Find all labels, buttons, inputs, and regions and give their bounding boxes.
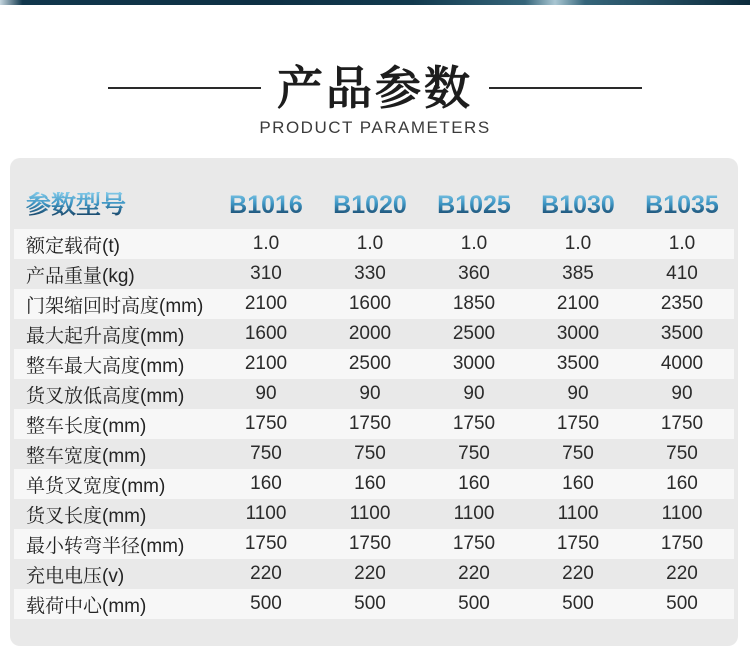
table-row [14,439,734,469]
row-value: 90 [255,383,277,404]
row-value: 750 [250,443,282,464]
row-value: 310 [250,263,282,284]
row-value: 360 [458,263,490,284]
table-header-row [14,158,734,229]
row-value: 500 [354,593,386,614]
row-value: 2500 [348,353,392,374]
row-value: 385 [562,263,594,284]
row-value: 1600 [244,323,288,344]
row-label: 整车长度(mm) [26,415,147,437]
row-label: 最小转弯半径(mm) [26,535,185,557]
table-row [14,229,734,259]
row-value: 1.0 [564,233,592,254]
row-value: 1750 [452,413,496,434]
row-value: 1750 [660,413,704,434]
table-row [14,349,734,379]
row-value: 90 [567,383,589,404]
model-column-header: B1020 [318,192,422,220]
row-value: 160 [666,473,698,494]
row-value: 1.0 [252,233,280,254]
row-value: 1750 [244,413,288,434]
row-value: 410 [666,263,698,284]
row-value: 220 [666,563,698,584]
row-value: 330 [354,263,386,284]
row-value: 2100 [244,353,288,374]
table-row [14,589,734,619]
table-row [14,319,734,349]
row-value: 750 [562,443,594,464]
row-label: 产品重量(kg) [26,265,135,287]
row-label: 载荷中心(mm) [26,595,147,617]
row-value: 500 [250,593,282,614]
row-label: 单货叉宽度(mm) [26,475,166,497]
row-value: 1600 [348,293,392,314]
row-value: 90 [359,383,381,404]
row-value: 1750 [452,533,496,554]
row-value: 220 [250,563,282,584]
row-value: 220 [354,563,386,584]
table-row [14,499,734,529]
table-row [14,409,734,439]
row-value: 3500 [660,323,704,344]
row-value: 750 [354,443,386,464]
row-value: 1750 [244,533,288,554]
row-value: 160 [354,473,386,494]
row-value: 1750 [348,413,392,434]
row-value: 1100 [349,503,391,524]
row-value: 160 [562,473,594,494]
model-column-header: B1016 [214,192,318,220]
row-value: 2000 [348,323,392,344]
section-title-row [0,62,750,114]
row-value: 1850 [452,293,496,314]
row-label: 最大起升高度(mm) [26,325,185,347]
row-value: 1100 [453,503,495,524]
row-value: 1100 [245,503,287,524]
row-value: 1750 [348,533,392,554]
model-column-header: B1035 [630,192,734,220]
table-row [14,259,734,289]
row-label: 门架缩回时高度(mm) [26,295,204,317]
row-value: 2500 [452,323,496,344]
parameters-card [10,158,738,646]
table-row [14,469,734,499]
row-value: 160 [250,473,282,494]
row-value: 160 [458,473,490,494]
model-column-header: B1025 [422,192,526,220]
table-row [14,379,734,409]
title-divider-right [489,87,642,89]
row-value: 2100 [244,293,288,314]
row-value: 750 [458,443,490,464]
title-divider-left [108,87,261,89]
row-value: 3000 [556,323,600,344]
model-column-header: B1030 [526,192,630,220]
row-value: 1.0 [668,233,696,254]
row-value: 90 [671,383,693,404]
row-value: 1750 [556,533,600,554]
section-title: 产品参数 [277,61,473,115]
row-value: 500 [666,593,698,614]
row-label: 整车宽度(mm) [26,445,147,467]
row-label: 货叉放低高度(mm) [26,385,185,407]
row-value: 500 [458,593,490,614]
row-value: 4000 [660,353,704,374]
row-label: 额定载荷(t) [26,235,120,257]
row-value: 90 [463,383,485,404]
top-accent-bar [0,0,750,5]
row-value: 3500 [556,353,600,374]
table-row [14,289,734,319]
table-header-label: 参数型号 [14,192,214,220]
row-value: 1100 [661,503,703,524]
row-value: 1.0 [356,233,384,254]
row-label: 货叉长度(mm) [26,505,147,527]
table-row [14,559,734,589]
row-value: 220 [458,563,490,584]
row-label: 整车最大高度(mm) [26,355,185,377]
row-value: 500 [562,593,594,614]
row-value: 1100 [557,503,599,524]
row-label: 充电电压(v) [26,565,125,587]
row-value: 220 [562,563,594,584]
section-subtitle: PRODUCT PARAMETERS [259,118,491,137]
row-value: 1750 [556,413,600,434]
row-value: 2100 [556,293,600,314]
table-body [14,229,734,619]
row-value: 3000 [452,353,496,374]
row-value: 2350 [660,293,704,314]
row-value: 1.0 [460,233,488,254]
row-value: 750 [666,443,698,464]
table-row [14,529,734,559]
row-value: 1750 [660,533,704,554]
